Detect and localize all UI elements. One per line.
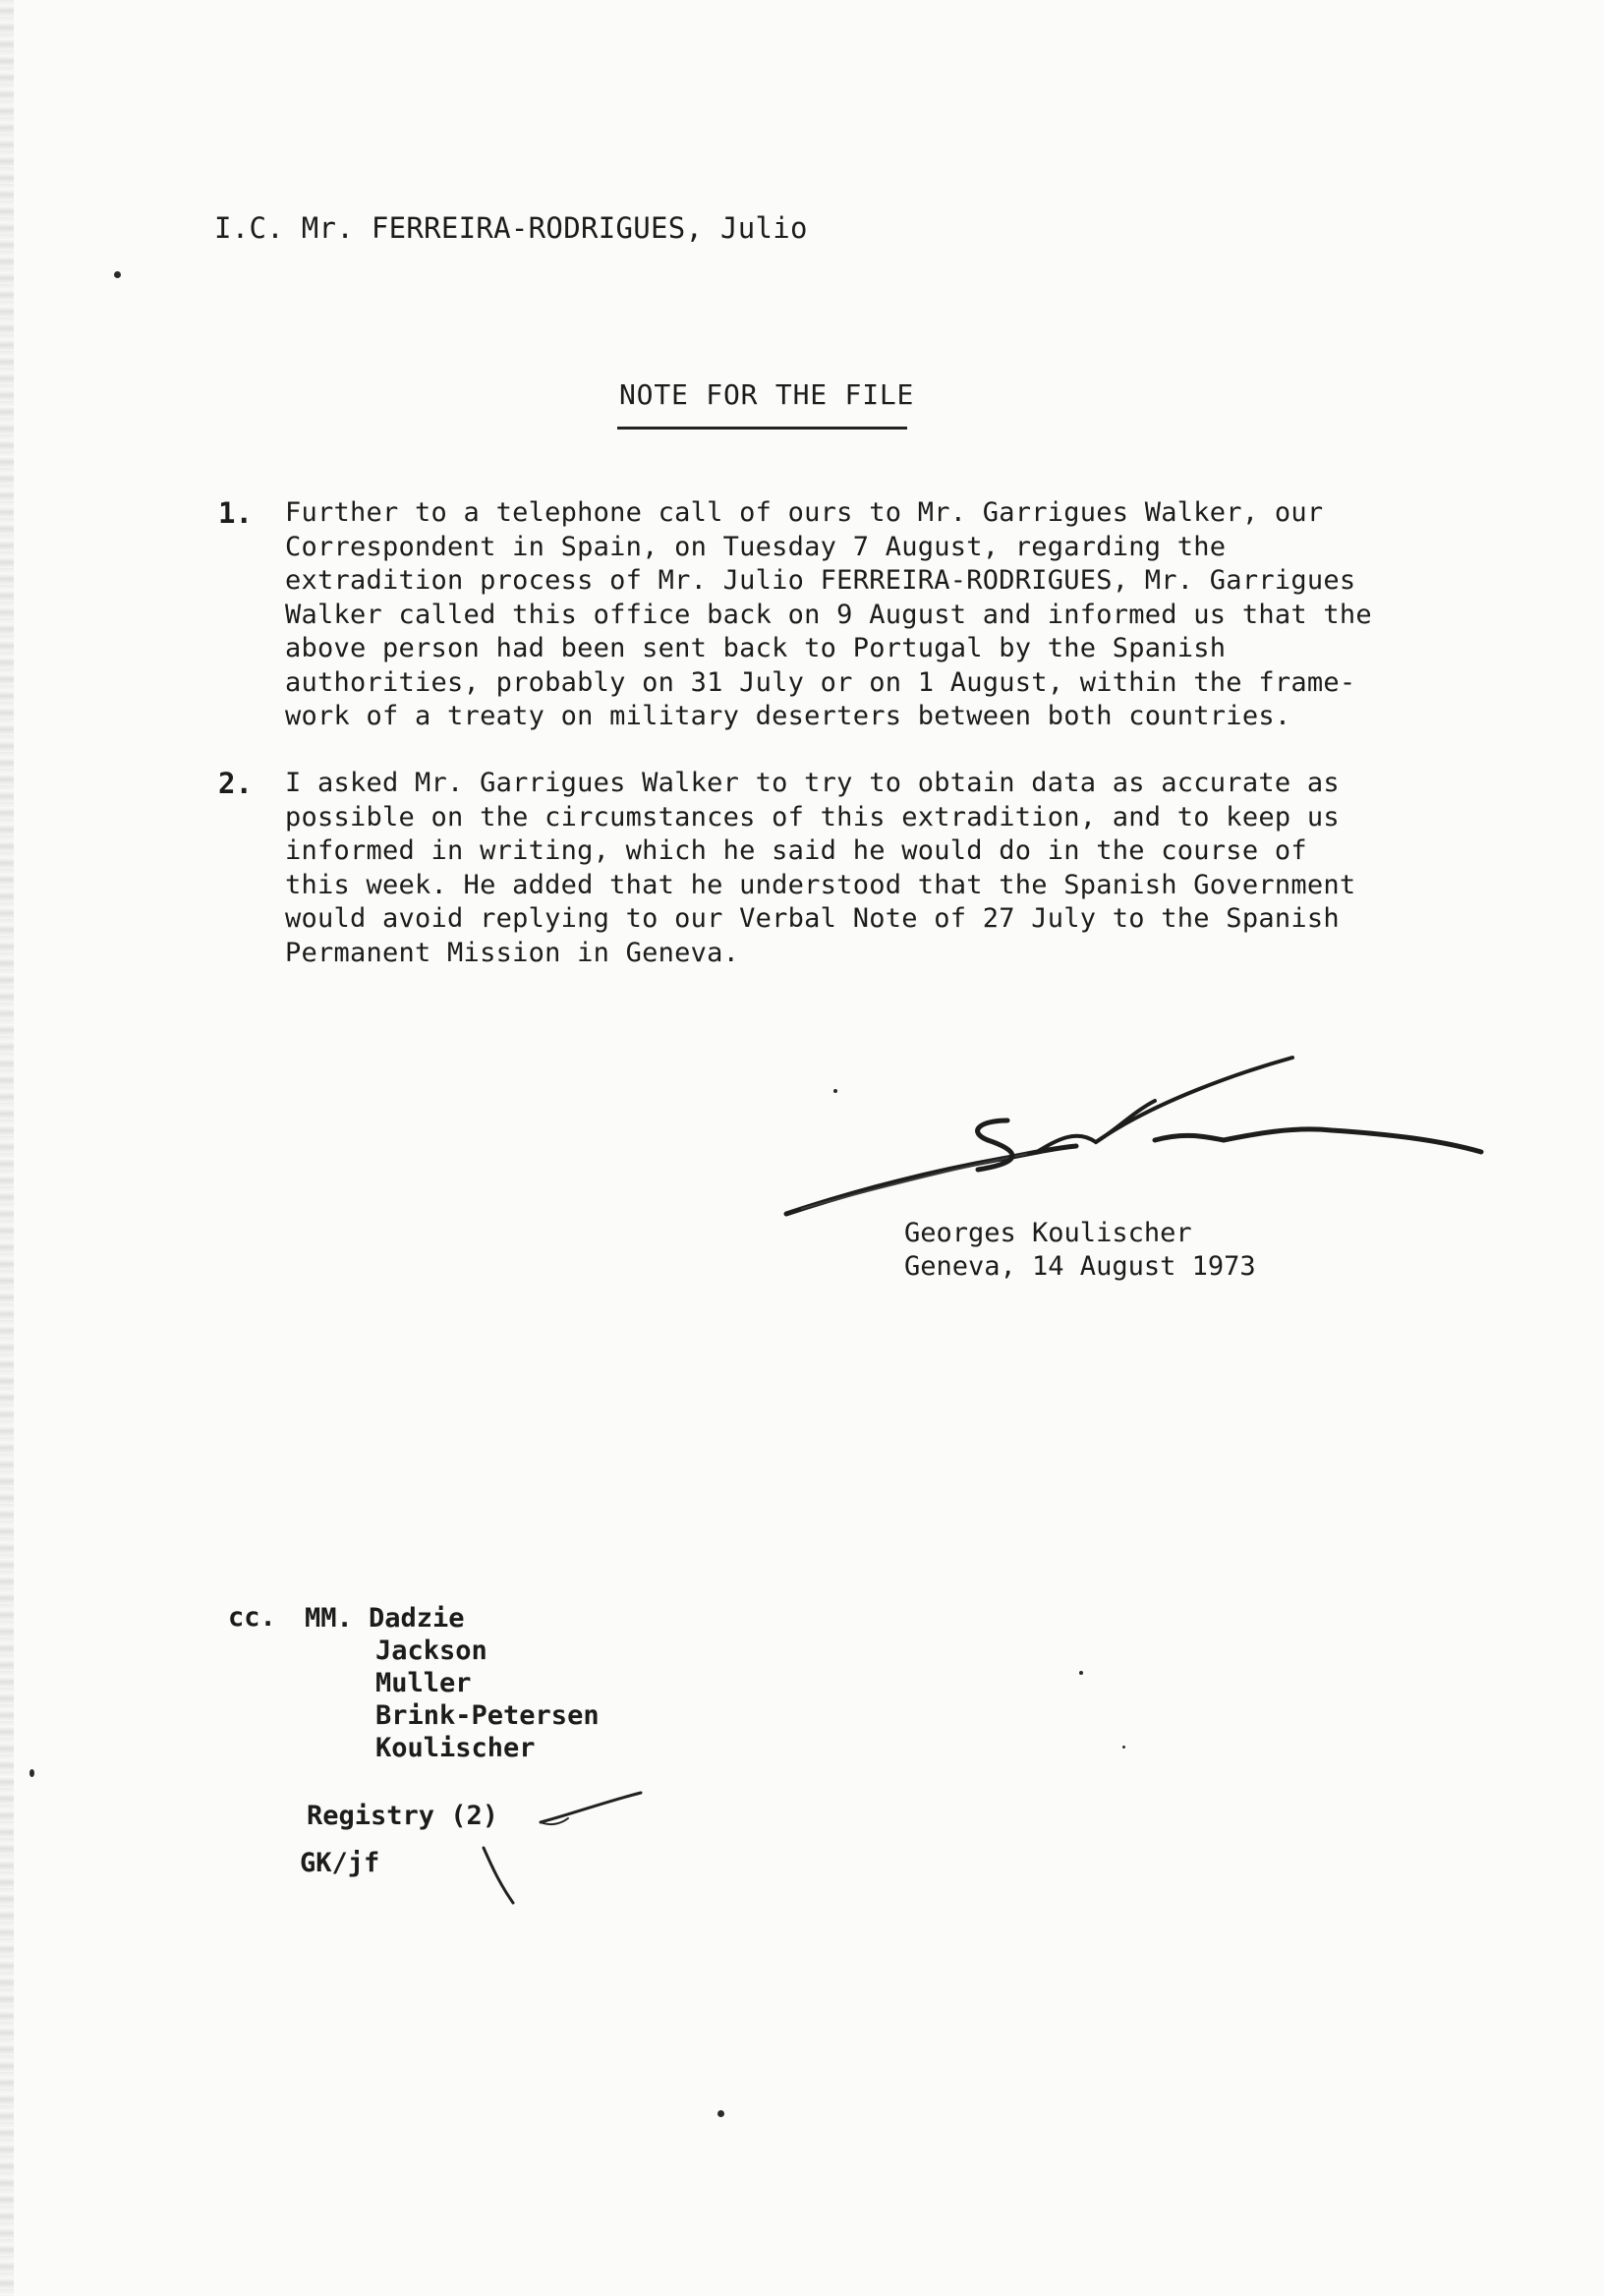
- title-underline: [617, 427, 907, 430]
- pen-check-marks: [462, 1779, 659, 1917]
- paragraph-line: Walker called this office back on 9 August and informed us that the: [285, 599, 1372, 630]
- cc-recipient: Jackson: [375, 1636, 487, 1666]
- paragraph-text: [285, 767, 1355, 970]
- cc-recipient: Koulischer: [375, 1733, 536, 1763]
- paragraph-line: Correspondent in Spain, on Tuesday 7 August, regarding the: [285, 531, 1227, 562]
- paragraph-line: informed in writing, which he said he would do in the course of: [285, 835, 1307, 866]
- cc-label: cc.: [228, 1602, 276, 1633]
- subject-line: I.C. Mr. FERREIRA-RODRIGUES, Julio: [214, 211, 808, 245]
- cc-recipient: MM. Dadzie: [305, 1603, 465, 1634]
- registry-line: Registry (2): [307, 1801, 499, 1831]
- paragraph-text: [285, 496, 1372, 734]
- scan-speck: [29, 1769, 34, 1777]
- paragraph-line: would avoid replying to our Verbal Note of 27 July to the Spanish: [285, 903, 1340, 934]
- paragraph-number: 2.: [218, 767, 253, 800]
- paragraph-line: possible on the circumstances of this extradition, and to keep us: [285, 801, 1340, 832]
- scan-edge-noise: [0, 0, 14, 2296]
- handwritten-signature: [781, 1042, 1489, 1229]
- signatory-place-date: Geneva, 14 August 1973: [904, 1251, 1256, 1282]
- paragraph-line: extradition process of Mr. Julio FERREIRA-RODRIGUES, Mr. Garrigues: [285, 565, 1356, 596]
- scan-speck: [717, 2110, 724, 2117]
- scan-speck: [1122, 1746, 1125, 1749]
- paragraph-line: this week. He added that he understood that the Spanish Government: [285, 869, 1356, 900]
- paragraph-number: 1.: [218, 496, 253, 530]
- signatory-block: [904, 1217, 1256, 1284]
- scan-speck: [114, 271, 121, 278]
- cc-recipient: Muller: [375, 1668, 472, 1698]
- paragraph-line: Further to a telephone call of ours to Mr. Garrigues Walker, our: [285, 497, 1324, 528]
- cc-recipient: Brink-Petersen: [375, 1700, 600, 1731]
- reference-initials: GK/jf: [300, 1848, 380, 1878]
- paragraph-line: above person had been sent back to Portugal by the Spanish: [285, 633, 1227, 663]
- cc-recipient-list: [305, 1602, 600, 1764]
- paragraph-line: Permanent Mission in Geneva.: [285, 937, 740, 968]
- paragraph-line: work of a treaty on military deserters between both countries.: [285, 701, 1291, 731]
- scan-speck: [1079, 1671, 1083, 1675]
- paragraph-line: authorities, probably on 31 July or on 1 August, within the frame-: [285, 666, 1356, 698]
- note-title: NOTE FOR THE FILE: [619, 378, 915, 411]
- signatory-name: Georges Koulischer: [904, 1218, 1192, 1248]
- paragraph-line: I asked Mr. Garrigues Walker to try to obtain data as accurate as: [285, 768, 1340, 798]
